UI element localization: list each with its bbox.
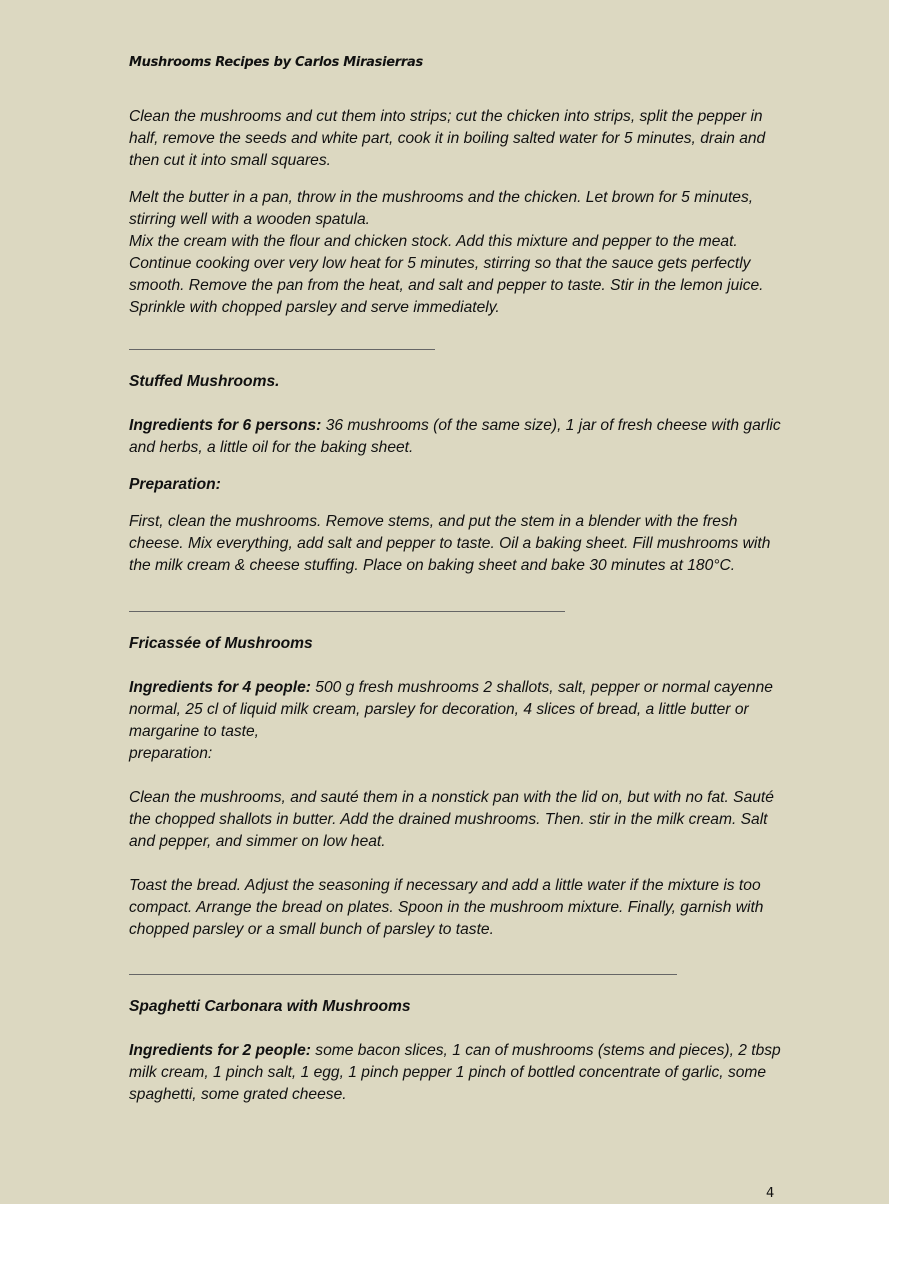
page-number: 4: [766, 1186, 775, 1201]
preparation-paragraph: Clean the mushrooms, and sauté them in a nonstick pan with the lid on, but with no fat. Sauté the chopped shallots in butter. Add the drained mushrooms. Then. stir in the milk cream. Salt and pepper, and simmer on low heat.: [129, 789, 774, 850]
section-divider: [129, 611, 565, 612]
page-content: [129, 106, 789, 1106]
preparation-label: Preparation:: [129, 476, 221, 493]
recipe-title-carbonara: Spaghetti Carbonara with Mushrooms: [129, 998, 411, 1015]
preparation-label: preparation:: [129, 745, 213, 762]
recipe-instructions-paragraph: Clean the mushrooms and cut them into strips; cut the chicken into strips, split the pepper in half, remove the seeds and white part, cook it in boiling salted water for 5 minutes, drain and then cut it into small squares.: [129, 108, 766, 169]
ingredients-paragraph: [129, 1040, 789, 1106]
page-header: Mushrooms Recipes by Carlos Mirasierras: [129, 55, 423, 70]
ingredients-text: some bacon slices, 1 can of mushrooms (stems and pieces), 2 tbsp milk cream, 1 pinch salt, 1 egg, 1 pinch pepper 1 pinch of bottled concentrate of garlic, some spaghetti, some grated cheese.: [129, 1042, 781, 1103]
ingredients-text: 36 mushrooms (of the same size), 1 jar of fresh cheese with garlic and herbs, a little oil for the baking sheet.: [129, 417, 781, 456]
recipe-title-stuffed-mushrooms: Stuffed Mushrooms.: [129, 373, 280, 390]
recipe-instructions-paragraph: Continue cooking over very low heat for 5 minutes, stirring so that the sauce gets perfectly smooth. Remove the pan from the heat, and salt and pepper to taste. Stir in the lemon juice. Sprinkle with chopped parsley and serve immediately.: [129, 255, 764, 316]
preparation-paragraph: First, clean the mushrooms. Remove stems, and put the stem in a blender with the fresh cheese. Mix everything, add salt and pepper to taste. Oil a baking sheet. Fill mushrooms with the milk cream & cheese stuffing. Place on baking sheet and bake 30 minutes at 180°C.: [129, 513, 771, 574]
ingredients-label: Ingredients for 6 persons:: [129, 417, 322, 434]
ingredients-label: Ingredients for 4 people:: [129, 679, 311, 696]
recipe-instructions-paragraph: Mix the cream with the flour and chicken stock. Add this mixture and pepper to the meat.: [129, 233, 738, 250]
ingredients-text: 500 g fresh mushrooms 2 shallots, salt, pepper or normal cayenne normal, 25 cl of liquid milk cream, parsley for decoration, 4 slices of bread, a little butter or margarine to taste,: [129, 679, 773, 740]
recipe-instructions-paragraph: Melt the butter in a pan, throw in the mushrooms and the chicken. Let brown for 5 minutes, stirring well with a wooden spatula.: [129, 189, 754, 228]
preparation-paragraph: Toast the bread. Adjust the seasoning if necessary and add a little water if the mixture is too compact. Arrange the bread on plates. Spoon in the mushroom mixture. Finally, garnish with chopped parsley or a small bunch of parsley to taste.: [129, 877, 764, 938]
recipe-title-fricassee: Fricassée of Mushrooms: [129, 635, 313, 652]
ingredients-label: Ingredients for 2 people:: [129, 1042, 311, 1059]
ingredients-paragraph: [129, 677, 789, 743]
ingredients-paragraph: [129, 415, 789, 459]
section-divider: [129, 974, 677, 975]
section-divider: [129, 349, 435, 350]
